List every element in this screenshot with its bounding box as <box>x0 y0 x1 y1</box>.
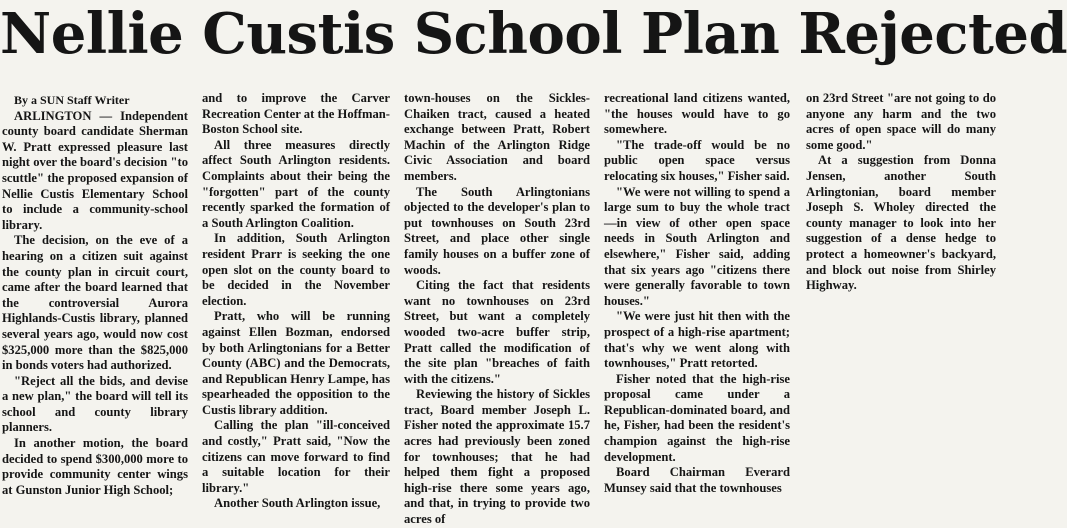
paragraph: Board Chairman Everard Munsey said that the townhouses <box>604 465 790 495</box>
paragraph: "We were not willing to spend a large sum to buy the whole tract—in view of other open space needs in South Arlington and elsewhere," Fisher said, adding that six years ago "citizens there were generally favorable to town houses." <box>604 184 790 308</box>
paragraph: "Reject all the bids, and devise a new plan," the board will tell its school and county library planners. <box>2 373 188 435</box>
paragraph: "The trade-off would be no public open space versus relocating six houses," Fisher said. <box>604 137 790 183</box>
article-column-2 <box>202 91 390 511</box>
paragraph: The South Arlingtonians objected to the developer's plan to put townhouses on South 23rd Street, and place other single family houses on a buffer zone of woods. <box>404 184 590 277</box>
paragraph: In another motion, the board decided to spend $300,000 more to provide community center wings at Gunston Junior High School; <box>2 436 188 497</box>
paragraph: All three measures directly affect South Arlington residents. Complaints about their being the "forgotten" part of the county recently sparked the formation of a South Arlington Coalition. <box>202 137 390 230</box>
paragraph: Citing the fact that residents want no townhouses on 23rd Street, but want a completely wooded two-acre buffer strip, Pratt called the modification of the site plan "breaches of faith with the citizens." <box>404 278 590 386</box>
article-column-4 <box>604 91 790 495</box>
paragraph: Fisher noted that the high-rise proposal came under a Republican-dominated board, and he, Fisher, had been the resident's champion against the high-rise development. <box>604 371 790 464</box>
byline: By a SUN Staff Writer <box>14 93 130 107</box>
paragraph: At a suggestion from Donna Jensen, another South Arlingtonian, board member Joseph S. Wholey directed the county manager to look into her suggestion of a dense hedge to protect a homeowner's backyard, and block out noise from Shirley Highway. <box>806 153 996 293</box>
article-column-3 <box>404 91 590 527</box>
paragraph: ARLINGTON — Independent county board candidate Sherman W. Pratt expressed pleasure last night over the board's decision "to scuttle" the proposed expansion of Nellie Custis Elementary School to include a community-school library. <box>2 108 188 232</box>
article-column-5 <box>806 91 996 457</box>
article-column-1 <box>2 93 188 497</box>
paragraph: Calling the plan "ill-conceived and costly," Pratt said, "Now the citizens can move forward to find a suitable location for their library." <box>202 418 390 495</box>
paragraph: recreational land citizens wanted, "the houses would have to go somewhere. <box>604 91 790 137</box>
headline: Nellie Custis School Plan Rejected <box>0 1 1067 67</box>
paragraph: on 23rd Street "are not going to do anyone any harm and the two acres of open space will do many some good." <box>806 91 996 152</box>
paragraph: town-houses on the Sickles-Chaiken tract, caused a heated exchange between Pratt, Robert Machin of the Arlington Ridge Civic Association and board members. <box>404 91 590 183</box>
paragraph: Another South Arlington issue, <box>214 496 381 511</box>
paragraph: The decision, on the eve of a hearing on a citizen suit against the county plan in circuit court, came after the board learned that the controversial Aurora Highlands-Custis library, planned several years ago, would now cost $325,000 more than the $825,000 in bonds voters had authorized. <box>2 233 188 373</box>
paragraph: and to improve the Carver Recreation Center at the Hoffman-Boston School site. <box>202 91 390 137</box>
paragraph: Reviewing the history of Sickles tract, Board member Joseph L. Fisher noted the approximate 15.7 acres had previously been zoned for townhouses; that he had helped them fight a proposed high-rise there some years ago, and that, in trying to provide two acres of <box>404 387 590 527</box>
paragraph: "We were just hit then with the prospect of a high-rise apartment; that's why we went along with townhouses," Pratt retorted. <box>604 309 790 371</box>
paragraph: In addition, South Arlington resident Prarr is seeking the one open slot on the county board to be decided in the November election. <box>202 231 390 308</box>
paragraph: Pratt, who will be running against Ellen Bozman, endorsed by both Arlingtonians for a Better County (ABC) and the Democrats, and Republican Henry Lampe, has spearheaded the opposition to the Custis library addition. <box>202 309 390 417</box>
